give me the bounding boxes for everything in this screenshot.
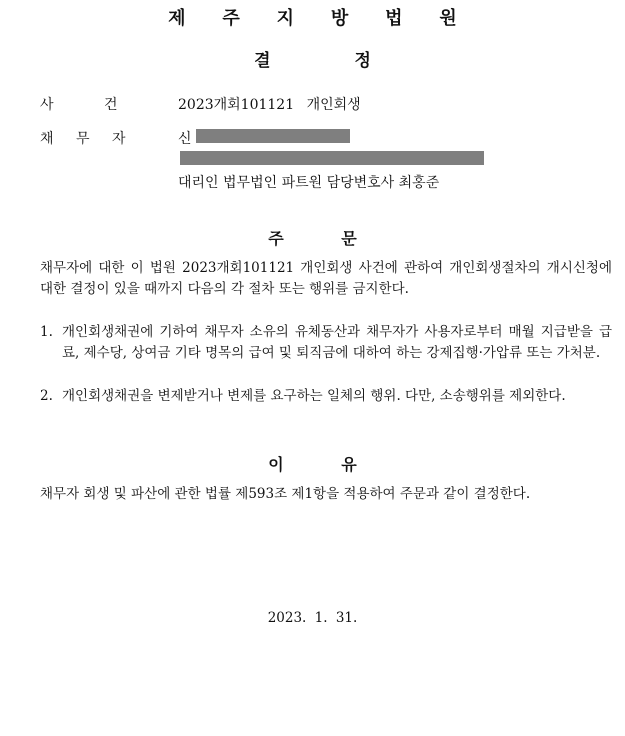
order-item-1-number: 1. xyxy=(40,324,53,340)
debtor-address-redaction xyxy=(180,151,484,165)
order-intro: 채무자에 대한 이 법원 2023개회101121 개인회생 사건에 관하여 개인회생절차의 개시신청에 대한 결정이 있을 때까지 다음의 각 절차 또는 행위를 금지한다. xyxy=(40,260,612,297)
decision-date: 2023. 1. 31. xyxy=(267,610,358,626)
case-label: 사 건 xyxy=(40,97,118,113)
order-title: 주 문 xyxy=(268,229,357,248)
case-number: 2023개회101121 개인회생 xyxy=(178,97,361,113)
order-item-2-number: 2. xyxy=(40,388,53,404)
order-item-2 xyxy=(40,386,612,407)
document-type: 결 정 xyxy=(254,51,371,71)
reason-text: 채무자 회생 및 파산에 관한 법률 제593조 제1항을 적용하여 주문과 같이 결정한다. xyxy=(40,486,531,502)
debtor-label: 채 무 자 xyxy=(40,131,126,147)
order-item-1-text: 개인회생채권에 기하여 채무자 소유의 유체동산과 채무자가 사용자로부터 매월 지급받을 급료, 제수당, 상여금 기타 명목의 급여 및 퇴직금에 대하여 하는 강제집행·가압류 또는 가처분. xyxy=(62,324,612,361)
debtor-name-redaction xyxy=(196,129,350,143)
court-name: 제 주 지 방 법 원 xyxy=(168,8,473,29)
debtor-name-prefix: 신 xyxy=(178,131,192,147)
reason-title: 이 유 xyxy=(268,455,357,474)
order-item-2-text: 개인회생채권을 변제받거나 변제를 요구하는 일체의 행위. 다만, 소송행위를 제외한다. xyxy=(62,388,566,404)
order-item-1 xyxy=(40,322,612,364)
attorney-line: 대리인 법무법인 파트원 담당변호사 최홍준 xyxy=(178,175,440,191)
